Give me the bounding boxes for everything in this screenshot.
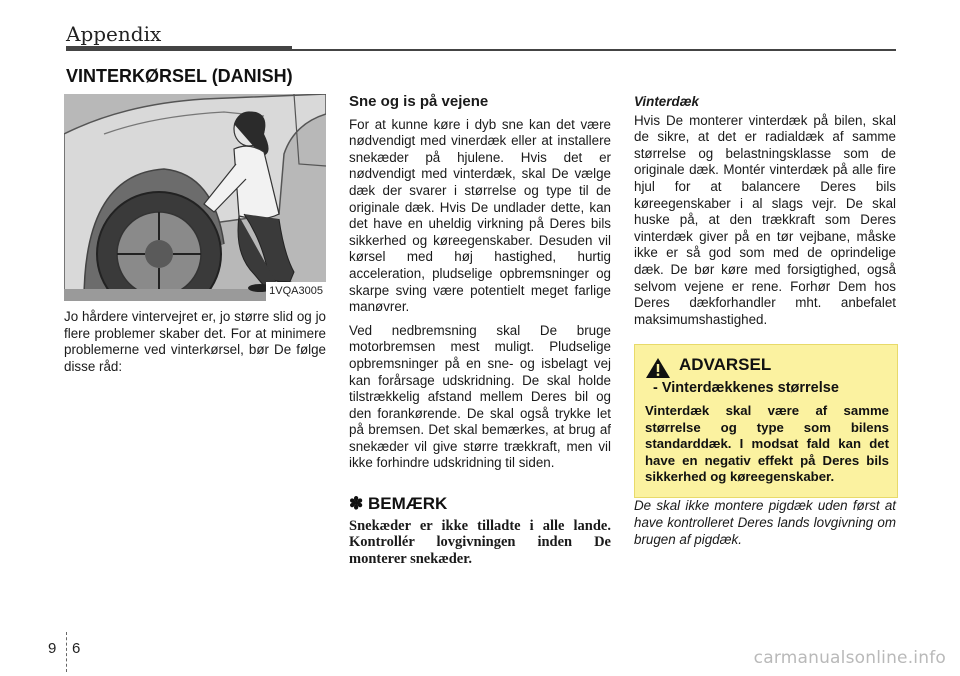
snow-ice-paragraph-1: For at kunne køre i dyb sne kan det være nødvendigt med vinerdæk eller at installere snekæder på hjulene. Hvis det er nødvendigt med vinterdæk, skal De vælge dæk der svarer i størrelse og type til de originale dæk. Hvis De undlader dette, kan det have en uheldig virkning på Deres bils sikkerhed og køreegenskaber. Desuden vil kørsel med høj hastighed, hurtig acceleration, pludselige opbremsninger og skarpe sving være potentielt meget farlige manøvrer. (349, 116, 611, 315)
warning-text: Vinterdæk skal være af samme størrelse og type som bilens standarddæk. I modsat fald kan det have en negativ effekt på Deres bils sikkerhed og køreegenskaber. (645, 403, 889, 484)
page-number-divider (66, 632, 67, 672)
warning-box (634, 344, 898, 498)
warning-header (645, 355, 889, 379)
studded-tires-note: De skal ikke montere pigdæk uden først at have kontrolleret Deres lands lovgivning om brugen af pigdæk. (634, 498, 896, 547)
snow-ice-paragraph-2: Ved nedbremsning skal De bruge motorbremsen mest muligt. Pludselige opbremsninger på en sne- og isbelagt vej kan forårsage udskridning. De skal holde tilstrækkelig afstand mellem Deres bil og den forankørende. De skal også trykke let på bremsen. Det skal bemærkes, at brug af snekæder vil give større trækkraft, men vil ikke forhindre udskridning til siden. (349, 322, 611, 471)
intro-paragraph: Jo hårdere vintervejret er, jo større slid og jo flere problemer skaber det. For at minimere problemerne ved vinterkørsel, bør De følge disse råd: (64, 309, 326, 374)
page-number: 6 (72, 640, 81, 657)
figure-code: 1VQA3005 (266, 282, 326, 301)
note-heading: ✽ BEMÆRK (349, 494, 448, 514)
warning-subtitle: - Vinterdækkenes størrelse (653, 380, 839, 397)
snow-ice-heading: Sne og is på vejene (349, 93, 489, 110)
warning-title: ADVARSEL (679, 355, 772, 375)
header-bar (66, 46, 292, 51)
warning-triangle-icon (645, 357, 671, 379)
tire-illustration-icon (64, 94, 326, 301)
note-body: Snekæder er ikke tilladte i alle lande. Kontrollér lovgivningen inden De monterer snekæder. (349, 517, 611, 567)
header-rule (292, 49, 896, 51)
section-header-title: Appendix (66, 22, 162, 46)
column-middle (349, 94, 611, 574)
winter-tires-heading: Vinterdæk (634, 94, 699, 109)
illustration-winter-tire (64, 94, 326, 301)
column-left (64, 94, 326, 375)
section-title: VINTERKØRSEL (DANISH) (66, 66, 293, 86)
winter-tires-paragraph: Hvis De monterer vinterdæk på bilen, skal de sikre, at det er radialdæk af samme størrelse og belastningsklasse som de originale dæk. Montér vinterdæk på alle fire hjul for at balancere Deres bils køreegenskaber i al slags vejr. De skal huske på, at den trækkraft som Deres vinterdæk giver på en tør vejbane, måske ikke er så god som med de oprindelige dæk. De bør køre med forsigtighed, også selvom vejene er rene. Forhør Dem hos Deres dækforhandler mht. anbefalet maksimumshastighed. (634, 112, 896, 327)
column-right (634, 94, 896, 555)
page-number-chapter: 9 (48, 640, 57, 657)
watermark: carmanualsonline.info (753, 648, 946, 668)
